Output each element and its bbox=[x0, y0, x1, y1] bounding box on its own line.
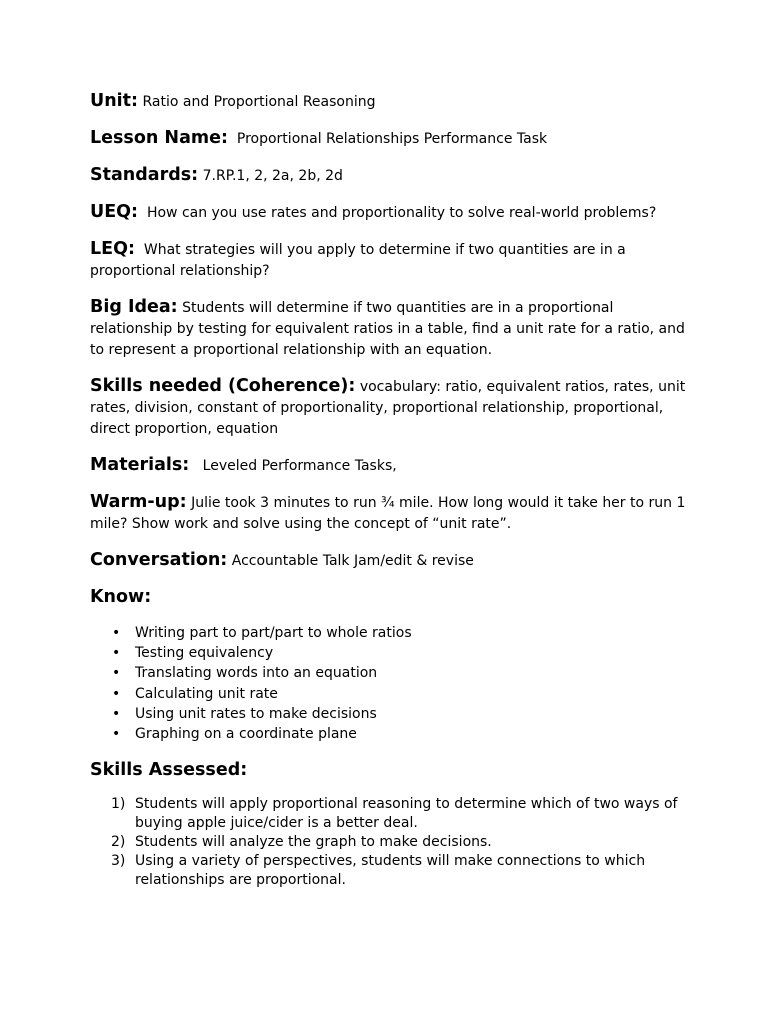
standards-value: 7.RP.1, 2, 2a, 2b, 2d bbox=[202, 168, 343, 184]
list-item bbox=[90, 643, 690, 663]
list-item bbox=[90, 684, 690, 704]
ueq-label: UEQ: bbox=[90, 202, 139, 222]
skills-assessed-heading: Skills Assessed: bbox=[90, 760, 248, 781]
lesson-name-label: Lesson Name: bbox=[90, 128, 228, 148]
materials-label: Materials: bbox=[90, 455, 190, 475]
ueq-value: How can you use rates and proportionality to solve real-world problems? bbox=[146, 205, 657, 221]
list-item-text: Translating words into an equation bbox=[135, 665, 378, 682]
list-item bbox=[90, 833, 690, 852]
bullet-icon: • bbox=[112, 645, 121, 662]
list-item bbox=[90, 795, 690, 833]
list-item-text: Students will analyze the graph to make decisions. bbox=[135, 834, 492, 851]
list-item-text: Using unit rates to make decisions bbox=[135, 705, 377, 722]
bullet-icon: • bbox=[112, 665, 121, 682]
big-idea-value: Students will determine if two quantities are in a proportional relationship by testing for equivalent ratios in a table, find a unit rate for a ratio, and to represent a proportional relationship with an equation. bbox=[90, 300, 685, 358]
materials-value: Leveled Performance Tasks, bbox=[202, 458, 397, 474]
bullet-icon: • bbox=[112, 685, 121, 702]
warm-up-label: Warm-up: bbox=[90, 492, 187, 512]
bullet-icon: • bbox=[112, 705, 121, 722]
leq-label: LEQ: bbox=[90, 239, 135, 259]
know-heading: Know: bbox=[90, 587, 152, 607]
list-item bbox=[90, 724, 690, 744]
leq-value: What strategies will you apply to determine if two quantities are in a proportional relationship? bbox=[90, 242, 626, 279]
leq-field bbox=[90, 239, 690, 282]
standards-label: Standards: bbox=[90, 165, 199, 185]
lesson-plan-page bbox=[90, 91, 690, 890]
list-item-text: Writing part to part/part to whole ratios bbox=[135, 625, 412, 641]
lesson-name-field bbox=[90, 128, 690, 150]
skills-needed-label: Skills needed (Coherence): bbox=[90, 376, 356, 396]
conversation-label: Conversation: bbox=[90, 550, 228, 570]
item-number: 3) bbox=[111, 853, 126, 870]
bullet-icon: • bbox=[112, 726, 121, 743]
item-number: 2) bbox=[111, 834, 126, 851]
list-item-text: Calculating unit rate bbox=[135, 685, 278, 702]
materials-field bbox=[90, 455, 690, 477]
conversation-field bbox=[90, 550, 690, 572]
big-idea-label: Big Idea: bbox=[90, 297, 178, 317]
list-item bbox=[90, 852, 690, 890]
skills-needed-field bbox=[90, 376, 690, 440]
skills-assessed-list bbox=[90, 795, 690, 890]
conversation-value: Accountable Talk Jam/edit & revise bbox=[231, 553, 474, 569]
list-item-text: Graphing on a coordinate plane bbox=[135, 726, 357, 743]
list-item-text: Students will apply proportional reasoning to determine which of two ways of buying apple juice/cider is a better deal. bbox=[135, 796, 678, 832]
list-item bbox=[90, 663, 690, 683]
unit-value: Ratio and Proportional Reasoning bbox=[142, 94, 376, 110]
bullet-icon: • bbox=[112, 625, 121, 641]
standards-field bbox=[90, 165, 690, 187]
lesson-name-value: Proportional Relationships Performance Task bbox=[236, 131, 548, 147]
big-idea-field bbox=[90, 297, 690, 361]
warm-up-field bbox=[90, 492, 690, 535]
unit-label: Unit: bbox=[90, 91, 139, 111]
list-item-text: Using a variety of perspectives, students will make connections to which relationships are proportional. bbox=[135, 853, 646, 889]
skills-needed-value: vocabulary: ratio, equivalent ratios, rates, unit rates, division, constant of proportionality, proportional relationship, proportional, direct proportion, equation bbox=[90, 379, 686, 437]
know-list bbox=[90, 623, 690, 744]
warm-up-value: Julie took 3 minutes to run ¾ mile. How long would it take her to run 1 mile? Show work and solve using the concept of “unit rate”. bbox=[90, 495, 686, 532]
ueq-field bbox=[90, 202, 690, 224]
item-number: 1) bbox=[111, 796, 126, 813]
unit-field bbox=[90, 91, 690, 113]
list-item bbox=[90, 704, 690, 724]
list-item-text: Testing equivalency bbox=[135, 645, 274, 662]
list-item bbox=[90, 623, 690, 643]
